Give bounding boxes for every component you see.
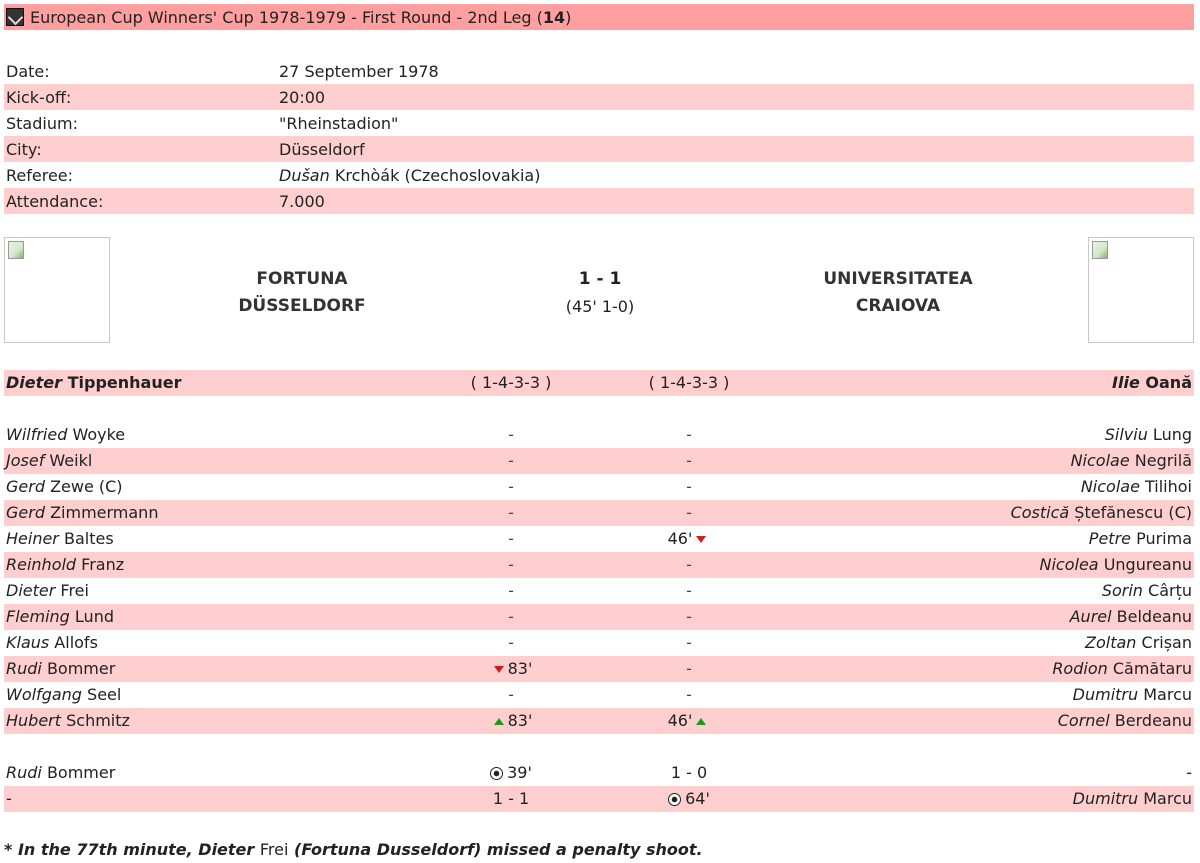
player-row (4, 422, 1194, 448)
away-player[interactable]: Zoltan Crișan (1085, 633, 1192, 652)
player-row (4, 448, 1194, 474)
away-player[interactable]: Dumitru Marcu (1072, 685, 1192, 704)
match-info (4, 58, 1194, 214)
info-label: Kick-off: (6, 87, 72, 107)
away-team-crest (1088, 237, 1194, 343)
info-value: 7.000 (279, 191, 325, 211)
spacer-row (4, 396, 1194, 422)
competition-title-bar (4, 4, 1194, 30)
home-player[interactable]: Rudi Bommer (6, 659, 116, 678)
away-player-event: - (686, 477, 692, 496)
home-formation: ( 1-4-3-3 ) (470, 373, 552, 392)
away-player[interactable]: Nicolae Negrilă (1070, 451, 1192, 470)
player-row (4, 578, 1194, 604)
home-player-event: - (508, 451, 514, 470)
home-player-event: - (508, 425, 514, 444)
home-player[interactable]: Klaus Allofs (6, 633, 98, 652)
away-player-event: 46' (617, 526, 761, 552)
goal-home-scorer: - (6, 789, 12, 808)
info-row-referee (4, 162, 1194, 188)
info-row-city (4, 136, 1194, 162)
home-player-event: - (508, 555, 514, 574)
home-player-event: 83' (439, 708, 583, 734)
goal-running-score: 1 - 0 (670, 763, 708, 782)
home-team-crest (4, 237, 110, 343)
home-player[interactable]: Gerd Zewe (C) (6, 477, 123, 496)
ball-icon (668, 793, 681, 806)
home-coach[interactable]: Dieter Tippenhauer (6, 373, 182, 392)
away-player-event: - (686, 503, 692, 522)
player-row (4, 682, 1194, 708)
goal-home-scorer[interactable]: Rudi Bommer (6, 763, 116, 782)
player-row (4, 500, 1194, 526)
home-player-event: - (508, 503, 514, 522)
competition-icon (6, 8, 24, 26)
competition-title: European Cup Winners' Cup 1978-1979 - First Round - 2nd Leg (14) (30, 7, 572, 27)
home-player[interactable]: Fleming Lund (6, 607, 114, 626)
away-player-event: - (686, 685, 692, 704)
player-row (4, 552, 1194, 578)
sub-on-icon (494, 718, 504, 725)
player-row (4, 474, 1194, 500)
away-coach[interactable]: Ilie Oană (1112, 373, 1192, 392)
away-player-event: 46' (617, 708, 761, 734)
ball-icon (490, 767, 503, 780)
spacer-row (4, 734, 1194, 760)
home-player-event: - (508, 685, 514, 704)
info-label: Stadium: (6, 113, 78, 133)
info-value: Dušan Krchòák (Czechoslovakia) (279, 165, 541, 185)
info-label: Referee: (6, 165, 74, 185)
away-player-event: - (686, 581, 692, 600)
home-player-event: - (508, 477, 514, 496)
home-player-event: - (508, 607, 514, 626)
info-value: 20:00 (279, 87, 326, 107)
away-player[interactable]: Petre Purima (1088, 529, 1192, 548)
goal-running-score: 1 - 1 (492, 789, 530, 808)
away-player[interactable]: Silviu Lung (1104, 425, 1192, 444)
sub-off-icon (696, 536, 706, 543)
away-player[interactable]: Nicolea Ungureanu (1039, 555, 1192, 574)
away-formation: ( 1-4-3-3 ) (648, 373, 730, 392)
home-player-event: 83' (439, 656, 583, 682)
broken-image-icon (1092, 241, 1108, 259)
goal-away-scorer: - (1186, 763, 1192, 782)
player-row (4, 656, 1194, 682)
broken-image-icon (8, 241, 24, 259)
home-player-event: - (508, 633, 514, 652)
goal-away-minute: 64' (617, 786, 761, 812)
home-player[interactable]: Wolfgang Seel (6, 685, 122, 704)
info-value: "Rheinstadion" (279, 113, 399, 133)
info-row-stadium (4, 110, 1194, 136)
halftime-score: (45' 1-0) (565, 297, 635, 316)
away-player[interactable]: Rodion Cămătaru (1052, 659, 1192, 678)
coaches-row (4, 370, 1194, 396)
final-score: 1 - 1 (578, 269, 622, 289)
goal-home-minute: 39' (439, 760, 583, 786)
home-player[interactable]: Hubert Schmitz (6, 711, 130, 730)
player-row (4, 526, 1194, 552)
home-player[interactable]: Josef Weikl (6, 451, 93, 470)
home-player[interactable]: Heiner Baltes (6, 529, 114, 548)
home-player-event: - (508, 581, 514, 600)
away-player-event: - (686, 659, 692, 678)
away-player[interactable]: Sorin Cârțu (1101, 581, 1192, 600)
info-value: 27 September 1978 (279, 61, 439, 81)
info-row-attendance (4, 188, 1194, 214)
away-player[interactable]: Nicolae Tilihoi (1080, 477, 1192, 496)
info-label: City: (6, 139, 42, 159)
match-note: * In the 77th minute, Dieter Frei (Fortuna Dusseldorf) missed a penalty shoot. (4, 840, 703, 859)
home-player[interactable]: Gerd Zimmermann (6, 503, 159, 522)
away-player-event: - (686, 425, 692, 444)
info-row-kickoff (4, 84, 1194, 110)
goal-row (4, 786, 1194, 812)
away-player-event: - (686, 607, 692, 626)
away-player[interactable]: Aurel Beldeanu (1069, 607, 1192, 626)
sub-on-icon (696, 718, 706, 725)
player-row (4, 604, 1194, 630)
home-team-name[interactable]: FORTUNA DÜSSELDORF (238, 269, 366, 316)
info-label: Date: (6, 61, 50, 81)
player-row (4, 630, 1194, 656)
away-player[interactable]: Costică Ștefănescu (C) (1010, 503, 1192, 522)
away-team-name[interactable]: UNIVERSITATEA CRAIOVA (823, 269, 973, 316)
away-player-event: - (686, 633, 692, 652)
home-player[interactable]: Dieter Frei (6, 581, 89, 600)
away-player-event: - (686, 555, 692, 574)
goal-away-scorer[interactable]: Dumitru Marcu (1072, 789, 1192, 808)
info-row-date (4, 58, 1194, 84)
home-player-event: - (508, 529, 514, 548)
home-player[interactable]: Reinhold Franz (6, 555, 125, 574)
lineup-table (4, 370, 1194, 812)
match-score (490, 266, 710, 320)
away-player[interactable]: Cornel Berdeanu (1057, 711, 1192, 730)
player-row (4, 708, 1194, 734)
away-player-event: - (686, 451, 692, 470)
sub-off-icon (494, 666, 504, 673)
info-label: Attendance: (6, 191, 104, 211)
match-header (4, 237, 1194, 345)
info-value: Düsseldorf (279, 139, 365, 159)
goal-row (4, 760, 1194, 786)
home-player[interactable]: Wilfried Woyke (6, 425, 126, 444)
